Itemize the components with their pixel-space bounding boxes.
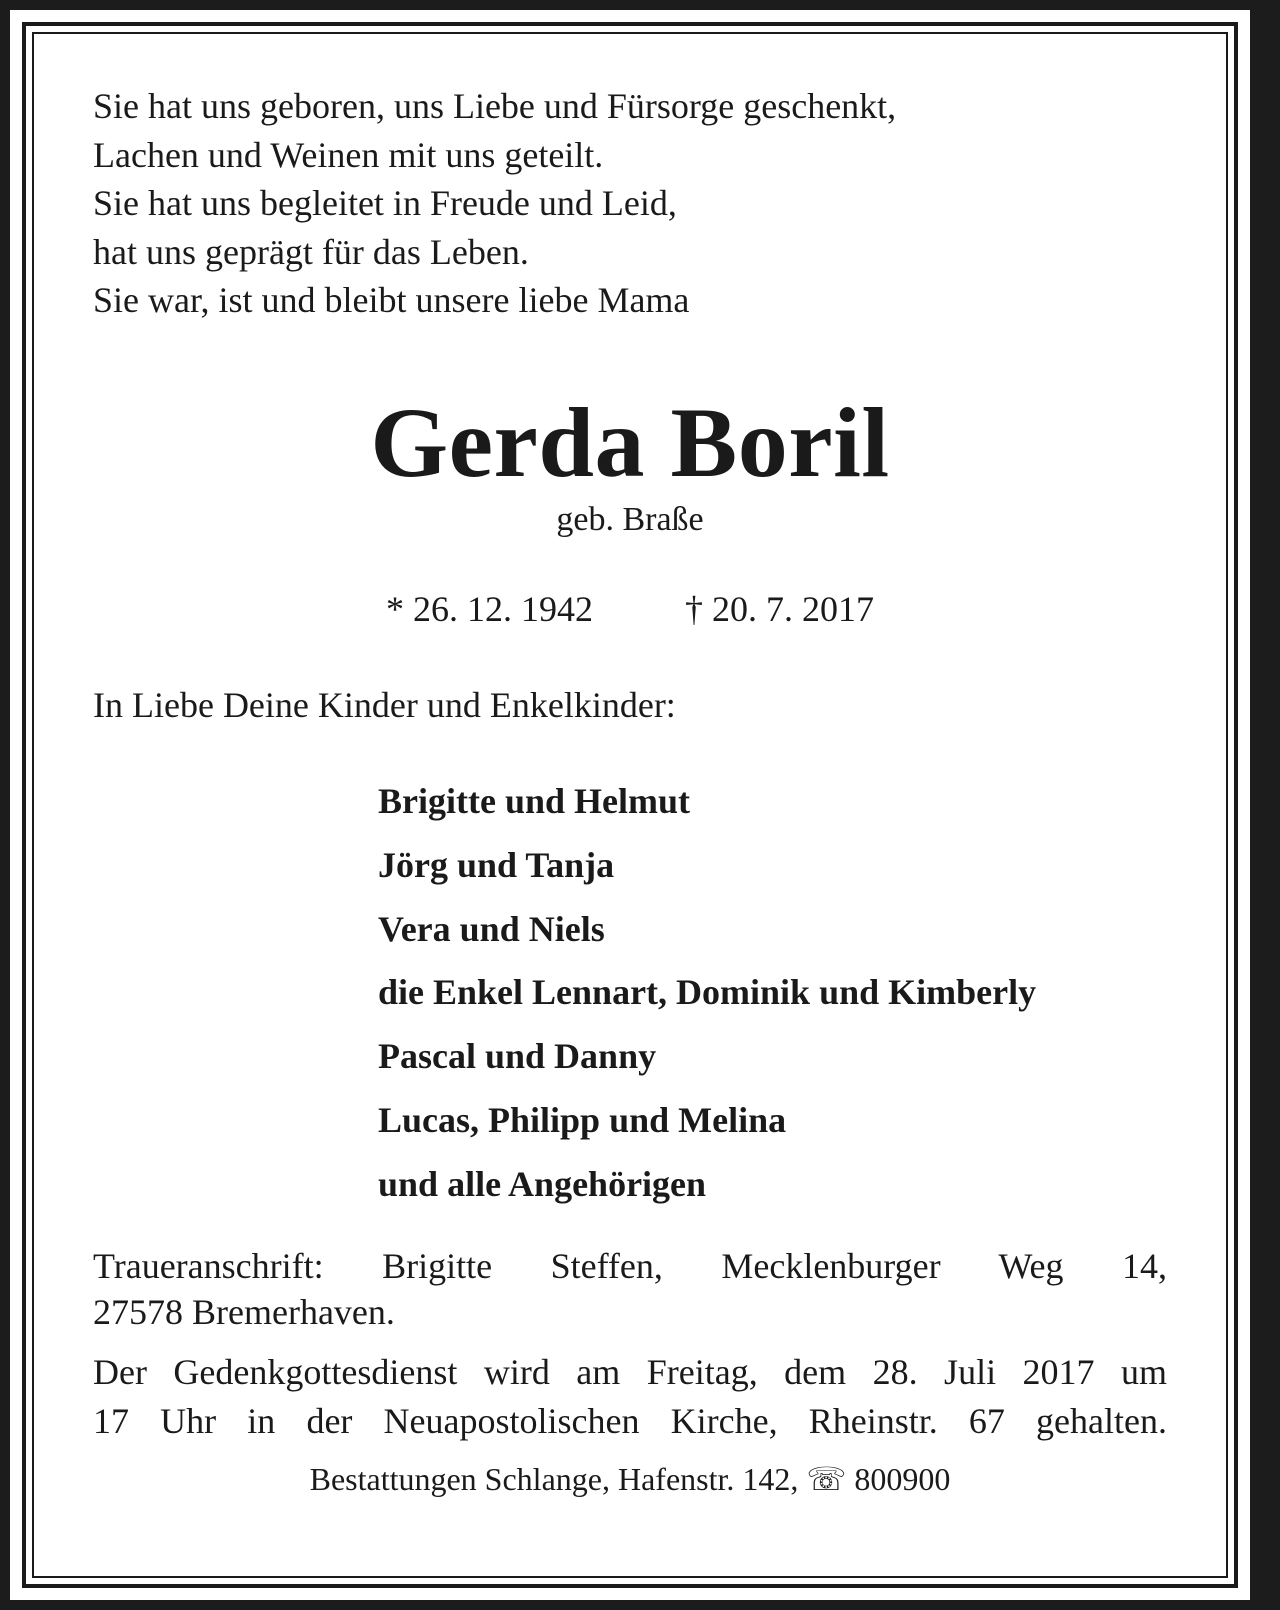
memorial-poem [93,82,896,325]
maiden-name: geb. Braße [556,501,704,538]
poem-line: Sie hat uns begleitet in Freude und Leid, [93,183,677,223]
poem-line: hat uns geprägt für das Leben. [93,231,529,272]
service-line: Der Gedenkgottesdienst wird am Freitag, dem 28. Juli 2017 um [93,1352,1167,1392]
birth-date: * 26. 12. 1942 [386,589,593,629]
undertaker-line: Bestattungen Schlange, Hafenstr. 142, ☏ 800900 [309,1461,951,1497]
memorial-service [93,1348,1167,1446]
mourner-item: Vera und Niels [378,908,605,949]
service-line: 17 Uhr in der Neuapostolischen Kirche, Rheinstr. 67 gehalten. [93,1401,1167,1441]
mourners-list [378,770,1036,1217]
obituary-content [10,10,1250,1600]
mourner-item: und alle Angehörigen [378,1163,707,1204]
mourner-item: Lucas, Philipp und Melina [378,1099,787,1140]
mourner-item: Brigitte und Helmut [378,781,690,821]
mourning-address [93,1243,1167,1335]
mourner-item: die Enkel Lennart, Dominik und Kimberly [378,972,1037,1013]
death-date: † 20. 7. 2017 [685,589,874,629]
mourner-item: Pascal und Danny [378,1036,657,1077]
obituary-sheet [10,10,1250,1600]
poem-line: Sie war, ist und bleibt unsere liebe Mama [93,280,690,320]
poem-line: Sie hat uns geboren, uns Liebe und Fürsorge geschenkt, [93,86,897,126]
address-line: Traueranschrift: Brigitte Steffen, Mecklenburger Weg 14, [93,1246,1167,1286]
mourner-item: Jörg und Tanja [378,844,615,885]
deceased-name: Gerda Boril [370,387,890,498]
life-dates [10,586,1250,632]
mourners-intro: In Liebe Deine Kinder und Enkelkinder: [93,685,676,725]
address-line: 27578 Bremerhaven. [93,1292,395,1332]
poem-line: Lachen und Weinen mit uns geteilt. [93,134,604,175]
